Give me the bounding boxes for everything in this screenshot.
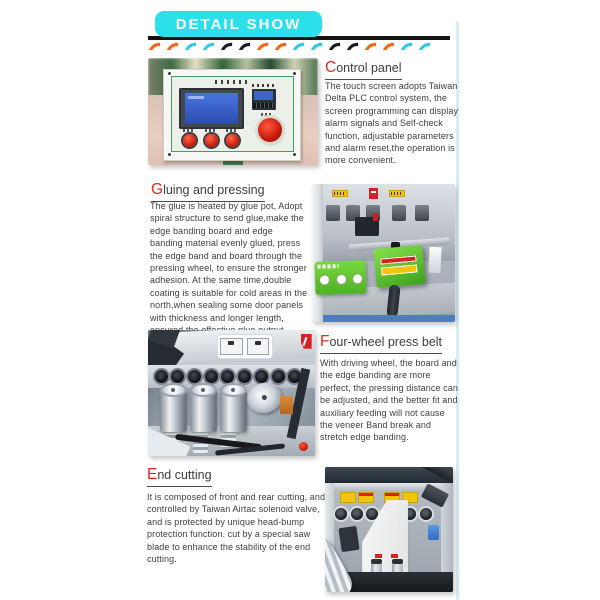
roller-hole	[155, 370, 168, 383]
section-title-control-panel	[325, 59, 402, 80]
title-rest: nd cutting	[157, 468, 212, 482]
end-cutting-photo	[325, 467, 453, 592]
clamp	[326, 205, 340, 221]
section-body-end-cutting: It is composed of front and rear cutting, and controlled by Taiwan Airtac solenoid valve, and is protected by unique head-bump protection function. cut by a special saw blade to enhance the stability of the end cutting.	[147, 492, 326, 565]
title-initial: G	[151, 181, 164, 198]
section-body-gluing: The glue is heated by glue pot, Adopt spiral structure to send glue,make the edge banding board and edge banding material evenly glued, press the edge band and board through the pressing wheel, to ensure the stronger adhesion. At the same time,double coating is suitable for cold areas in the north,when sealing some door panels with thickness and longer length,	[150, 201, 308, 323]
warning-label	[332, 190, 348, 197]
dash-mark	[292, 42, 305, 50]
warning-sticker	[381, 264, 418, 276]
control-panel-photo	[148, 58, 318, 165]
title-initial: C	[325, 59, 337, 76]
warning-label	[340, 492, 356, 503]
section-title-end-cutting	[147, 466, 212, 487]
dash-mark	[274, 42, 287, 50]
roller-hole	[205, 370, 218, 383]
button-label	[205, 129, 216, 132]
dash-mark	[220, 42, 233, 50]
screw	[293, 72, 296, 75]
counter-display	[254, 91, 272, 100]
press-wheel-top	[190, 383, 217, 397]
control-box-label	[317, 264, 338, 269]
instruction-label	[218, 335, 271, 358]
red-push-button	[205, 134, 218, 147]
lcd-display	[185, 93, 238, 123]
brand-logo	[369, 188, 378, 199]
red-push-button	[183, 134, 196, 147]
dash-mark	[346, 42, 359, 50]
digital-counter	[252, 89, 276, 110]
control-panel-box	[163, 69, 301, 161]
icon-box	[247, 338, 269, 355]
press-wheel-top	[220, 383, 247, 397]
gluing-unit-photo	[312, 184, 455, 322]
base-strip	[323, 315, 455, 322]
dash-mark	[382, 42, 395, 50]
dash-mark	[148, 42, 161, 50]
roller-hole	[272, 370, 285, 383]
dash-mark	[310, 42, 323, 50]
title-rest: luing and pressing	[163, 183, 265, 197]
screw	[168, 72, 171, 75]
clamp	[392, 205, 406, 221]
feed-roller	[351, 508, 363, 520]
screw	[293, 153, 296, 156]
machine-frame	[312, 184, 323, 322]
dial	[320, 276, 329, 285]
section-title-gluing	[151, 181, 265, 202]
clamp	[415, 205, 429, 221]
dial	[336, 275, 345, 284]
dash-mark	[238, 42, 251, 50]
counter-buttons	[253, 103, 273, 108]
bracket	[428, 247, 441, 274]
button-label	[183, 129, 194, 132]
warning-label	[389, 190, 405, 197]
section-title-four-wheel	[320, 333, 442, 354]
warning-label	[358, 492, 374, 503]
wood-block	[280, 396, 293, 414]
dash-mark	[400, 42, 413, 50]
cutting-mechanism	[339, 526, 360, 552]
detail-show-badge: DETAIL SHOW	[155, 11, 322, 37]
dash-mark	[418, 42, 431, 50]
press-wheel-top	[160, 383, 187, 397]
dial	[352, 274, 361, 283]
solenoid-valve	[428, 525, 439, 540]
touch-screen	[179, 88, 244, 129]
red-push-button	[226, 134, 239, 147]
warning-label-group	[340, 492, 374, 503]
four-wheel-press-belt-photo	[148, 330, 315, 456]
dash-mark	[256, 42, 269, 50]
title-rest: our-wheel press belt	[329, 335, 443, 349]
title-initial: F	[320, 333, 330, 350]
red-mark	[391, 554, 398, 558]
button-label	[226, 129, 237, 132]
emergency-stop-button	[258, 118, 282, 142]
section-body-four-wheel: With driving wheel, the board and the edge banding are more perfect, the pressing distance can be adjusted, and the better fit and auxiliary feeding will not cause the veneer Band break and stretch edge banding.	[320, 358, 458, 443]
panel-nameplate	[215, 80, 246, 84]
screw	[168, 153, 171, 156]
dash-mark	[328, 42, 341, 50]
motor-block	[355, 217, 379, 236]
title-rest: ontrol panel	[336, 61, 402, 75]
title-initial: E	[147, 466, 158, 483]
red-mark	[375, 554, 382, 558]
section-body-control-panel: The touch screen adopts Taiwan Delta PLC control system, the screen programming can display alarm signals and Self-check function, adjustable parameters and alarm reset,the operation is more convenient.	[325, 81, 459, 166]
dash-mark	[184, 42, 197, 50]
lcd-content	[188, 96, 204, 99]
green-control-box	[314, 260, 367, 295]
glue-pot	[373, 245, 425, 288]
feed-roller	[420, 508, 432, 520]
dash-mark	[166, 42, 179, 50]
estop-label	[261, 113, 273, 116]
header-dash-row	[148, 42, 452, 52]
dash-mark	[364, 42, 377, 50]
panel-face	[171, 76, 293, 152]
dash-mark	[202, 42, 215, 50]
counter-label	[252, 84, 276, 87]
icon-box	[220, 338, 242, 355]
